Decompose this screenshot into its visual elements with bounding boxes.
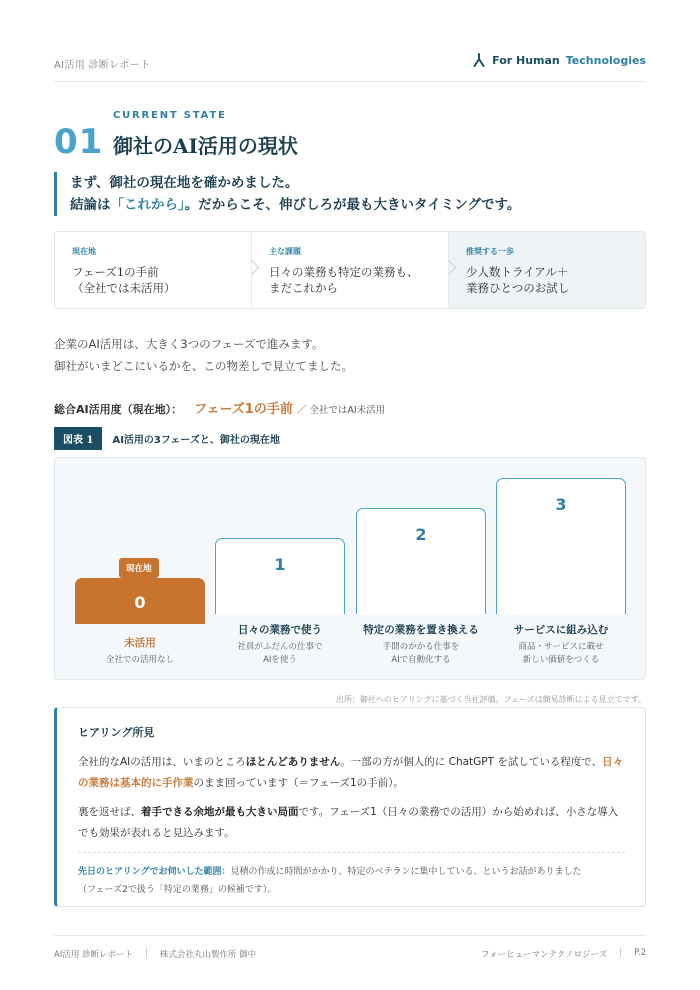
phase-number: 1 <box>274 555 286 574</box>
footer-right <box>481 948 646 960</box>
phase-desc <box>356 641 486 667</box>
summary-text-line: 日々の業務も特定の業務も、 <box>269 265 419 279</box>
findings-note-label: 先日のヒアリングでお伺いした範囲： <box>78 867 231 877</box>
section-title: 御社のAI活用の現状 <box>113 134 298 158</box>
findings-paragraph-2 <box>78 802 625 844</box>
summary-text-line: （全社では未活用） <box>72 281 176 295</box>
phase-number: 2 <box>415 525 427 544</box>
summary-label: 推奨する一歩 <box>466 247 514 256</box>
phase-desc-line: 新しい価値をつくる <box>522 655 600 665</box>
summary-text-line: 少人数トライアル＋ <box>466 265 569 279</box>
summary-text-line: まだこれから <box>269 281 338 295</box>
source-note: 出所：御社へのヒアリングに基づく当社評価。フェーズは簡易診断による見立てです。 <box>335 695 646 704</box>
findings-text: 全社的なAIの活用は、いまのところ <box>78 756 246 768</box>
footer-company: フォーヒューマンテクノロジーズ <box>481 950 608 960</box>
current-position-tag: 現在地 <box>119 558 159 578</box>
findings-text: 裏を返せば、 <box>78 806 141 818</box>
figure-caption: AI活用の3フェーズと、御社の現在地 <box>112 435 280 446</box>
phase-step-1 <box>215 538 345 614</box>
phase-desc: 全社での活用なし <box>105 655 174 665</box>
phase-desc-line: 社員がふだんの仕事で <box>237 642 323 652</box>
phase-step-0 <box>75 578 205 624</box>
summary-text <box>269 264 448 296</box>
phase-desc <box>215 641 345 667</box>
figure-header <box>54 427 280 450</box>
intro-text <box>54 333 353 377</box>
phase-name: サービスに組み込む <box>513 624 609 636</box>
summary-label: 主な課題 <box>269 247 301 256</box>
page-footer <box>54 935 646 969</box>
footer-separator: | <box>145 948 148 958</box>
summary-label: 現在地 <box>72 247 96 256</box>
report-title: AI活用 診断レポート <box>54 60 151 71</box>
level-note: ／ 全社ではAI未活用 <box>296 405 386 416</box>
findings-text: 。一部の方が個人的に ChatGPT を試している程度で、 <box>340 756 603 768</box>
page-header <box>54 52 646 82</box>
summary-issues <box>251 232 448 308</box>
findings-note-text: （フェーズ2で扱う「特定の業務」の候補です）。 <box>78 885 277 895</box>
lead-line-2-pre: 結論は <box>70 197 111 213</box>
overall-level <box>54 398 385 417</box>
findings-paragraph-1 <box>78 752 625 794</box>
intro-line: 企業のAI活用は、大きく3つのフェーズで進みます。 <box>54 337 324 351</box>
lead-line-2-post: 。だからこそ、伸びしろが最も大きいタイミングです。 <box>184 197 521 213</box>
phase-desc-line: AIを使う <box>263 655 297 665</box>
phase-desc <box>496 641 626 667</box>
phase-name: 日々の業務で使う <box>238 624 322 636</box>
phase-desc-line: 手間のかかる仕事を <box>382 642 460 652</box>
summary-text-line: 業務ひとつのお試し <box>466 281 570 295</box>
lead-line-2 <box>70 194 646 216</box>
summary-text-line: フェーズ1の手前 <box>72 265 159 279</box>
footer-client: 株式会社丸山製作所 御中 <box>159 950 257 960</box>
level-value: フェーズ1の手前 <box>194 402 293 417</box>
intro-line: 御社がいまどこにいるかを、この物差しで見立てました。 <box>54 359 353 373</box>
phase-desc-line: AIで自動化する <box>391 655 451 665</box>
footer-left <box>54 948 256 960</box>
phase-desc-line: 商品・サービスに載せ <box>518 642 604 652</box>
brand-logo <box>472 53 646 67</box>
findings-note-text: 見積の作成に時間がかかり、特定のベテランに集中している、というお話がありました <box>230 867 582 877</box>
phase-step-3 <box>496 478 626 614</box>
phase-number: 3 <box>555 495 567 514</box>
section-number: 01 <box>54 122 104 162</box>
findings-emphasis: ほとんどありません <box>245 756 341 768</box>
page-number: P.2 <box>634 948 646 958</box>
phase-name: 特定の業務を置き換える <box>363 624 479 636</box>
findings-text: です。フェーズ1（日々の業務での活用）から始めれば、小さな導入でも効果が表れると見込みます。 <box>78 806 619 839</box>
figure-tag: 図表 1 <box>54 427 102 450</box>
phase-step-2 <box>356 508 486 614</box>
phase-number: 0 <box>134 593 146 612</box>
findings-emphasis: 着手できる余地が最も大きい局面 <box>141 806 299 818</box>
findings-highlight: 日々の業務は基本的に手作業 <box>78 756 624 789</box>
summary-text <box>466 264 645 296</box>
divider <box>78 852 625 853</box>
lead-highlight: 「これから」 <box>110 197 185 213</box>
summary-next-step <box>448 232 645 308</box>
footer-report: AI活用 診断レポート <box>54 950 134 960</box>
findings-note <box>78 863 625 899</box>
findings-title: ヒアリング所見 <box>78 726 155 739</box>
lead-statement <box>54 172 646 216</box>
summary-current <box>55 232 251 308</box>
summary-text <box>72 264 251 296</box>
summary-panel <box>54 231 646 309</box>
footer-separator: | <box>619 948 623 958</box>
brand-secondary: Technologies <box>565 53 646 67</box>
human-figure-icon <box>472 53 486 67</box>
phase-name: 未活用 <box>124 637 156 649</box>
phase-figure <box>54 457 646 680</box>
findings-box <box>54 707 646 907</box>
brand-primary: For Human <box>492 53 560 67</box>
level-label: 総合AI活用度（現在地）： <box>54 403 183 416</box>
section-eyebrow: CURRENT STATE <box>113 110 227 121</box>
findings-text: のまま回っています（＝フェーズ1の手前）。 <box>193 777 404 789</box>
lead-line-1: まず、御社の現在地を確かめました。 <box>70 175 299 191</box>
